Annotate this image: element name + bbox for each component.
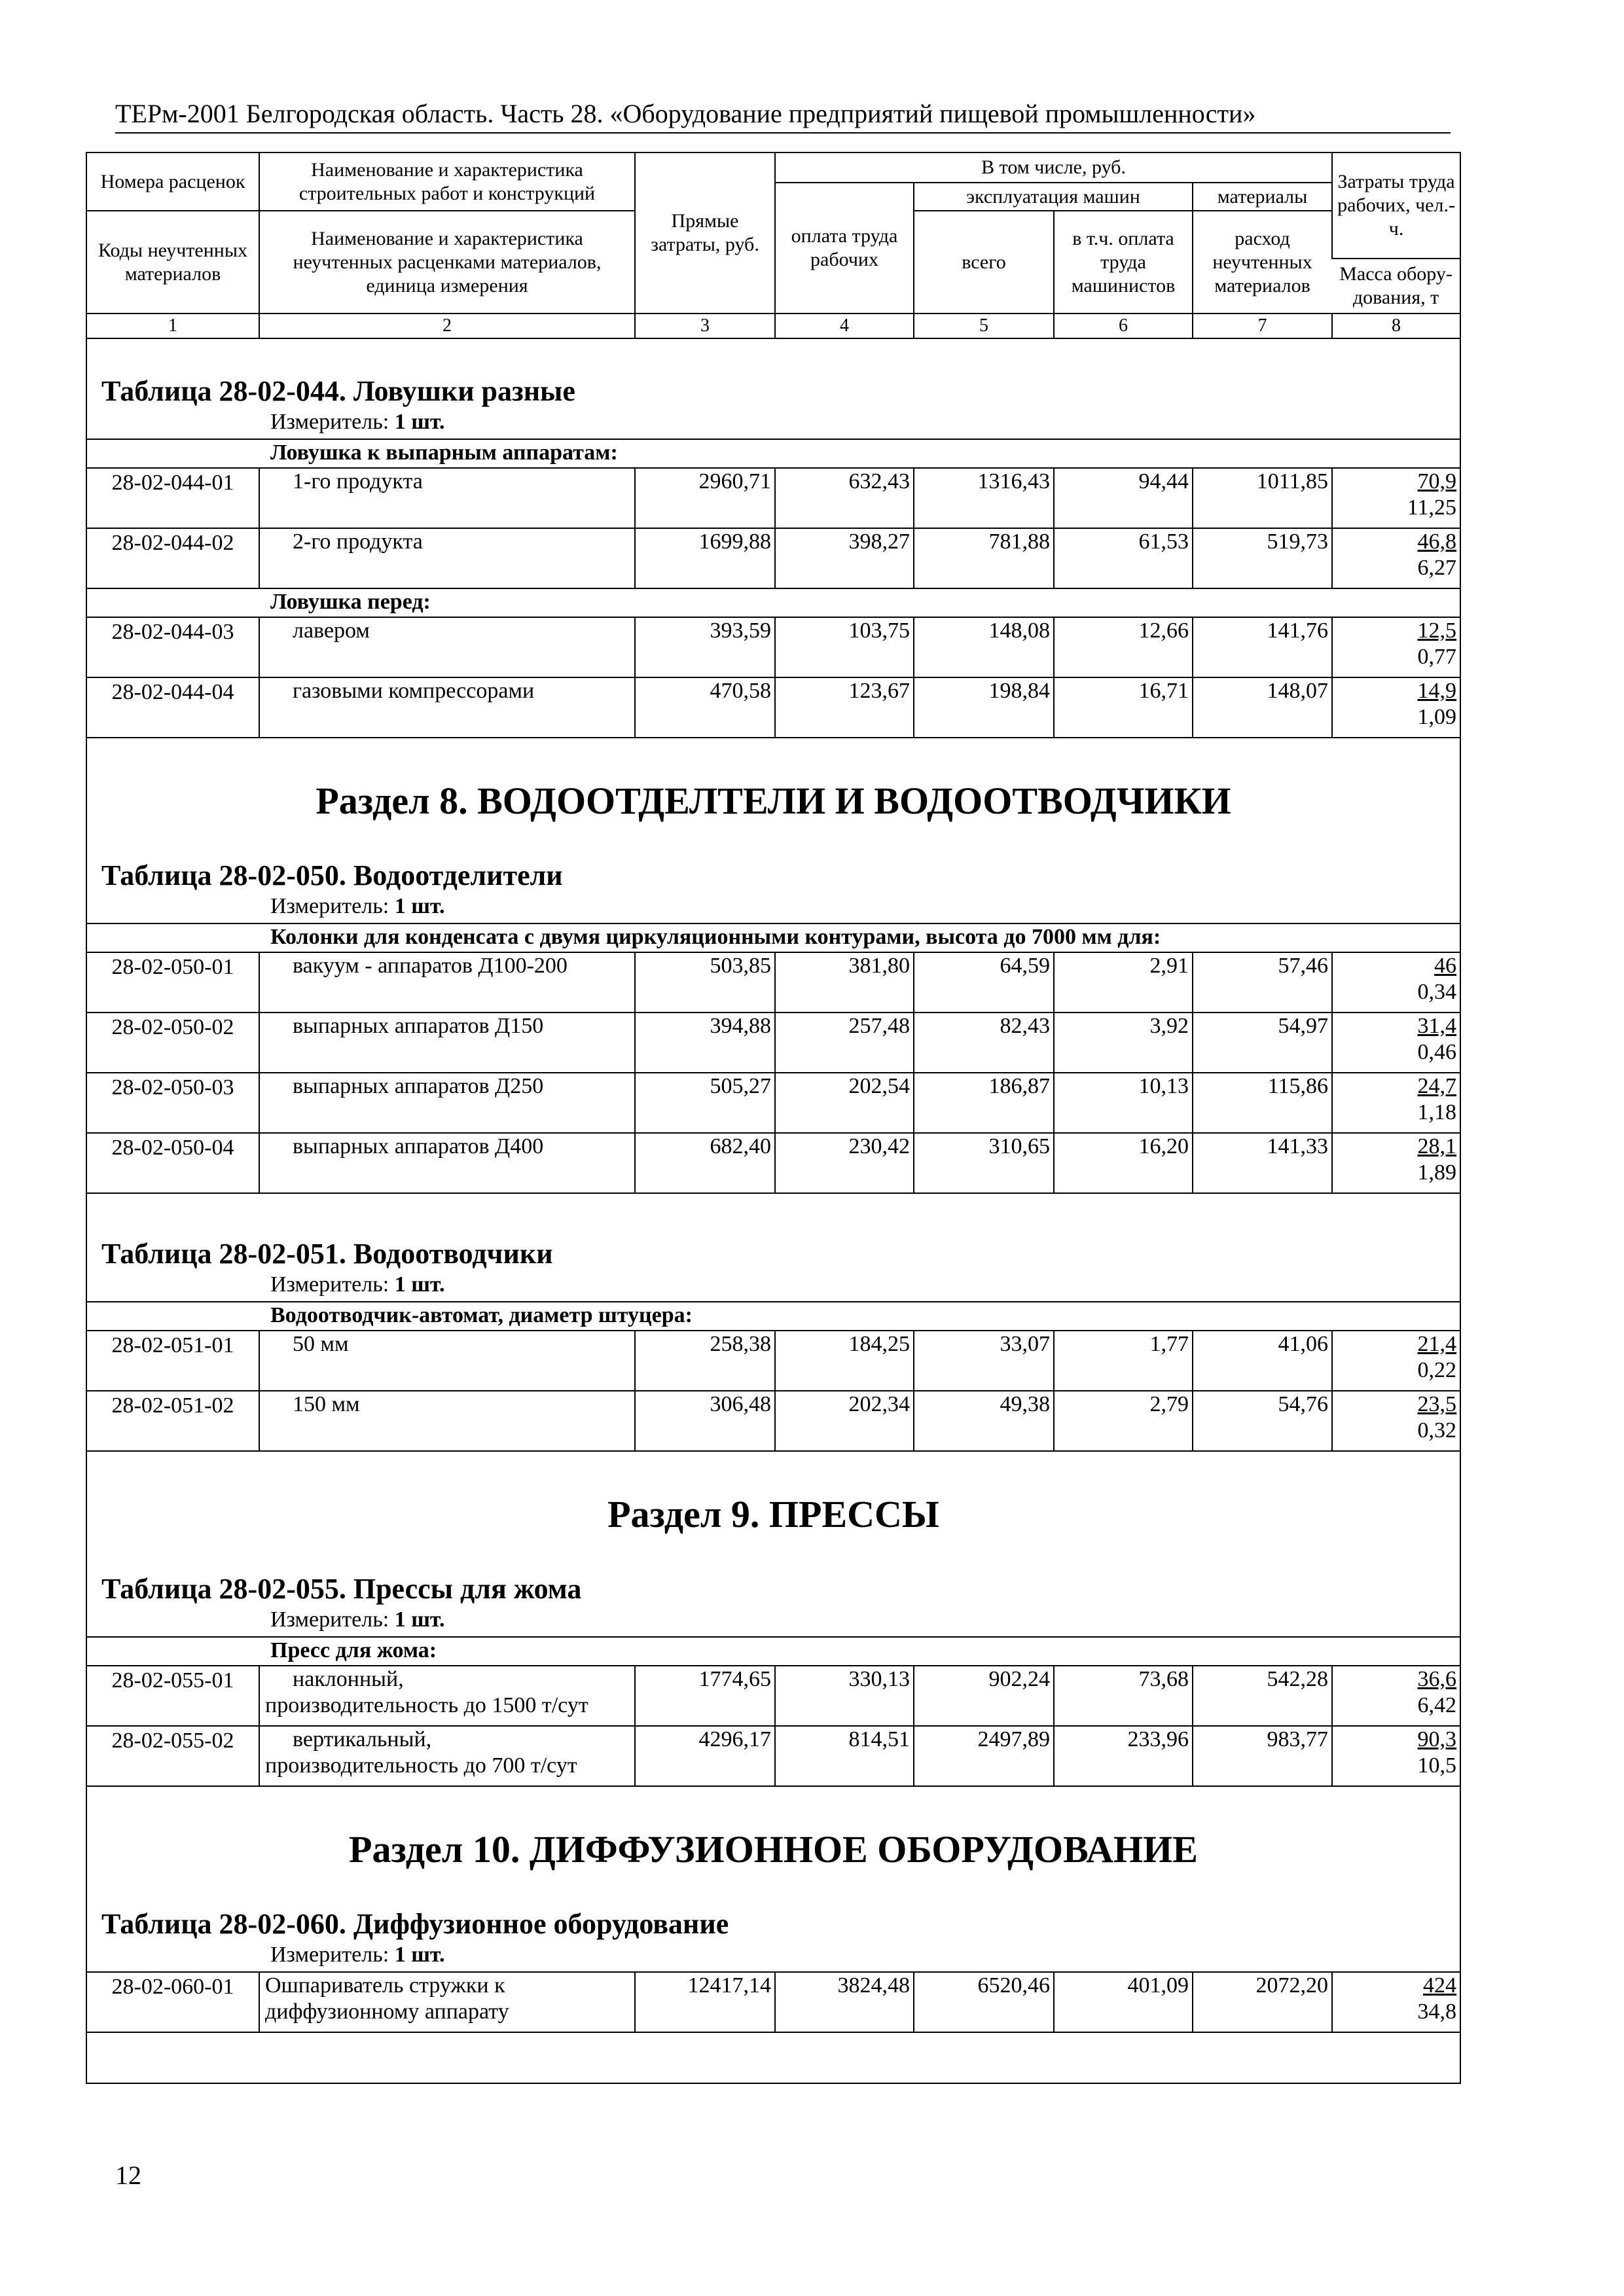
table-row — [87, 1972, 1460, 2032]
direct-cost: 394,88 — [635, 1013, 775, 1073]
labor-mass — [1332, 1073, 1460, 1133]
rate-code: 28-02-060-01 — [87, 1972, 259, 2032]
measure-unit: Измеритель: 1 шт. — [270, 1943, 445, 1967]
rate-name: 150 мм — [259, 1391, 635, 1451]
direct-cost: 4296,17 — [635, 1726, 775, 1786]
col-header-material-codes: Коды неучтенных материалов — [87, 211, 259, 314]
direct-cost: 1699,88 — [635, 528, 775, 588]
materials: 1011,85 — [1193, 468, 1332, 528]
rate-name: 1-го продукта — [259, 468, 635, 528]
rate-name: Ошпариватель стружки к диффузионному аппарату — [259, 1972, 635, 2032]
labor-cost: 46 — [1434, 954, 1457, 978]
machines-total: 33,07 — [914, 1331, 1054, 1391]
machines-total: 902,24 — [914, 1666, 1054, 1726]
equipment-mass: 11,25 — [1407, 495, 1457, 520]
table-row — [87, 1331, 1460, 1391]
materials: 54,97 — [1193, 1013, 1332, 1073]
wages: 202,34 — [775, 1391, 914, 1451]
labor-mass — [1332, 1133, 1460, 1193]
section-title: Раздел 9. ПРЕССЫ — [607, 1493, 939, 1535]
equipment-mass: 10,5 — [1417, 1753, 1456, 1778]
wages: 257,48 — [775, 1013, 914, 1073]
labor-mass — [1332, 677, 1460, 738]
rate-table — [87, 1301, 1460, 1452]
equipment-mass: 1,89 — [1417, 1160, 1457, 1185]
machines-total: 2497,89 — [914, 1726, 1054, 1786]
measure-unit: Измеритель: 1 шт. — [270, 1272, 445, 1297]
col-header-machines: эксплуатация машин — [914, 183, 1193, 211]
measure-unit: Измеритель: 1 шт. — [270, 410, 445, 434]
section-title: Раздел 10. ДИФФУЗИОННОЕ ОБОРУДОВАНИЕ — [349, 1828, 1198, 1871]
col-header-mach-total: всего — [914, 211, 1054, 314]
machinist-wages: 233,96 — [1054, 1726, 1193, 1786]
col-number: 7 — [1193, 314, 1332, 338]
labor-mass — [1332, 468, 1460, 528]
equipment-mass: 0,77 — [1417, 645, 1457, 669]
col-number: 5 — [914, 314, 1054, 338]
col-header-direct: Прямые затраты, руб. — [635, 153, 775, 314]
equipment-mass: 0,32 — [1417, 1418, 1457, 1443]
equipment-mass: 6,42 — [1417, 1693, 1456, 1717]
equipment-mass: 1,09 — [1417, 705, 1457, 729]
col-header-wages: оплата труда рабочих — [775, 183, 914, 314]
equipment-mass: 0,46 — [1417, 1040, 1457, 1064]
wages: 814,51 — [775, 1726, 914, 1786]
table-row — [87, 1013, 1460, 1073]
table-row — [87, 1666, 1460, 1726]
rate-name: 2-го продукта — [259, 528, 635, 588]
machinist-wages: 2,91 — [1054, 952, 1193, 1013]
table-row — [87, 528, 1460, 588]
running-header: ТЕРм-2001 Белгородская область. Часть 28. «Оборудование предприятий пищевой промышленности» — [115, 99, 1256, 128]
wages: 398,27 — [775, 528, 914, 588]
direct-cost: 306,48 — [635, 1391, 775, 1451]
machines-total: 310,65 — [914, 1133, 1054, 1193]
group-heading: Ловушка к выпарным аппаратам: — [87, 439, 1460, 468]
rate-code: 28-02-050-02 — [87, 1013, 259, 1073]
labor-mass — [1332, 952, 1460, 1013]
labor-cost: 14,9 — [1417, 679, 1457, 703]
col-number: 3 — [635, 314, 775, 338]
rate-code: 28-02-055-01 — [87, 1666, 259, 1726]
equipment-mass: 0,34 — [1417, 980, 1457, 1004]
labor-cost: 424 — [1423, 1973, 1456, 1998]
machines-total: 82,43 — [914, 1013, 1054, 1073]
table-title: Таблица 28-02-051. Водоотводчики — [101, 1238, 553, 1270]
wages: 3824,48 — [775, 1972, 914, 2032]
direct-cost: 1774,65 — [635, 1666, 775, 1726]
column-header — [87, 153, 1460, 339]
direct-cost: 505,27 — [635, 1073, 775, 1133]
rate-code: 28-02-050-01 — [87, 952, 259, 1013]
table-title: Таблица 28-02-060. Диффузионное оборудование — [101, 1908, 729, 1940]
col-header-name: Наименование и характеристика строительных работ и конструкций — [259, 153, 635, 211]
labor-cost: 90,3 — [1417, 1727, 1456, 1751]
rate-table — [87, 923, 1460, 1194]
machines-total: 49,38 — [914, 1391, 1054, 1451]
col-header-codes: Номера расценок — [87, 153, 259, 211]
table-title: Таблица 28-02-050. Водоотделители — [101, 859, 563, 891]
labor-mass — [1332, 1666, 1460, 1726]
machinist-wages: 16,71 — [1054, 677, 1193, 738]
table-row — [87, 617, 1460, 677]
labor-cost: 36,6 — [1417, 1667, 1456, 1691]
machinist-wages: 2,79 — [1054, 1391, 1193, 1451]
rate-name: вакуум - аппаратов Д100-200 — [259, 952, 635, 1013]
col-number: 1 — [87, 314, 259, 338]
wages: 103,75 — [775, 617, 914, 677]
document-frame — [86, 152, 1461, 2084]
direct-cost: 682,40 — [635, 1133, 775, 1193]
wages: 381,80 — [775, 952, 914, 1013]
labor-cost: 46,8 — [1417, 529, 1457, 554]
labor-mass — [1332, 1726, 1460, 1786]
rate-name: газовыми компрессорами — [259, 677, 635, 738]
labor-mass — [1332, 528, 1460, 588]
direct-cost: 2960,71 — [635, 468, 775, 528]
machinist-wages: 401,09 — [1054, 1972, 1193, 2032]
rate-code: 28-02-050-04 — [87, 1133, 259, 1193]
equipment-mass: 6,27 — [1417, 556, 1457, 580]
col-header-labor: Затраты труда рабочих, чел.-ч. — [1332, 153, 1460, 259]
labor-mass — [1332, 617, 1460, 677]
col-header-incl: В том числе, руб. — [775, 153, 1332, 183]
machinist-wages: 61,53 — [1054, 528, 1193, 588]
wages: 330,13 — [775, 1666, 914, 1726]
rate-name: вертикальный, производительность до 700 т/сут — [259, 1726, 635, 1786]
table-row — [87, 952, 1460, 1013]
rate-code: 28-02-051-01 — [87, 1331, 259, 1391]
machines-total: 1316,43 — [914, 468, 1054, 528]
col-header-materials: материалы — [1193, 183, 1332, 211]
direct-cost: 393,59 — [635, 617, 775, 677]
machinist-wages: 94,44 — [1054, 468, 1193, 528]
materials: 57,46 — [1193, 952, 1332, 1013]
wages: 230,42 — [775, 1133, 914, 1193]
machinist-wages: 16,20 — [1054, 1133, 1193, 1193]
materials: 141,76 — [1193, 617, 1332, 677]
direct-cost: 503,85 — [635, 952, 775, 1013]
group-heading: Водоотводчик-автомат, диаметр штуцера: — [87, 1302, 1460, 1331]
table-row — [87, 1726, 1460, 1786]
machinist-wages: 10,13 — [1054, 1073, 1193, 1133]
rate-name: выпарных аппаратов Д400 — [259, 1133, 635, 1193]
labor-cost: 31,4 — [1417, 1014, 1457, 1038]
col-header-material-name: Наименование и характеристика неучтенных расценками материалов, единица измерения — [259, 211, 635, 314]
materials: 148,07 — [1193, 677, 1332, 738]
machines-total: 148,08 — [914, 617, 1054, 677]
rate-code: 28-02-044-03 — [87, 617, 259, 677]
machines-total: 64,59 — [914, 952, 1054, 1013]
rate-name: 50 мм — [259, 1331, 635, 1391]
rate-code: 28-02-044-02 — [87, 528, 259, 588]
col-header-materials-sub: расход неучтенных материалов — [1193, 211, 1332, 314]
rate-code: 28-02-044-01 — [87, 468, 259, 528]
equipment-mass: 1,18 — [1417, 1100, 1457, 1124]
labor-cost: 28,1 — [1417, 1134, 1457, 1158]
rate-code: 28-02-055-02 — [87, 1726, 259, 1786]
wages: 184,25 — [775, 1331, 914, 1391]
materials: 2072,20 — [1193, 1972, 1332, 2032]
machinist-wages: 73,68 — [1054, 1666, 1193, 1726]
equipment-mass: 34,8 — [1417, 2000, 1456, 2024]
machines-total: 186,87 — [914, 1073, 1054, 1133]
table-row — [87, 468, 1460, 528]
labor-mass — [1332, 1391, 1460, 1451]
materials: 519,73 — [1193, 528, 1332, 588]
rate-name: наклонный, производительность до 1500 т/сут — [259, 1666, 635, 1726]
table-row — [87, 1391, 1460, 1451]
table-row — [87, 677, 1460, 738]
col-number: 6 — [1054, 314, 1193, 338]
materials: 141,33 — [1193, 1133, 1332, 1193]
col-number: 4 — [775, 314, 914, 338]
group-heading: Пресс для жома: — [87, 1637, 1460, 1666]
machines-total: 781,88 — [914, 528, 1054, 588]
machinist-wages: 1,77 — [1054, 1331, 1193, 1391]
group-heading: Колонки для конденсата с двумя циркуляционными контурами, высота до 7000 мм для: — [87, 924, 1460, 952]
labor-mass — [1332, 1331, 1460, 1391]
rate-table — [87, 439, 1460, 738]
direct-cost: 12417,14 — [635, 1972, 775, 2032]
rate-code: 28-02-051-02 — [87, 1391, 259, 1451]
machinist-wages: 3,92 — [1054, 1013, 1193, 1073]
col-number: 2 — [259, 314, 635, 338]
measure-unit: Измеритель: 1 шт. — [270, 894, 445, 918]
labor-cost: 23,5 — [1417, 1392, 1457, 1416]
materials: 54,76 — [1193, 1391, 1332, 1451]
machines-total: 198,84 — [914, 677, 1054, 738]
col-number: 8 — [1332, 314, 1460, 338]
header-rule — [115, 132, 1451, 134]
direct-cost: 470,58 — [635, 677, 775, 738]
equipment-mass: 0,22 — [1417, 1358, 1457, 1382]
table-title: Таблица 28-02-044. Ловушки разные — [101, 375, 575, 407]
labor-cost: 12,5 — [1417, 619, 1457, 643]
machines-total: 6520,46 — [914, 1972, 1054, 2032]
labor-cost: 21,4 — [1417, 1332, 1457, 1356]
materials: 115,86 — [1193, 1073, 1332, 1133]
materials: 542,28 — [1193, 1666, 1332, 1726]
wages: 202,54 — [775, 1073, 914, 1133]
col-header-mach-wages: в т.ч. оплата труда машинистов — [1054, 211, 1193, 314]
labor-cost: 24,7 — [1417, 1074, 1457, 1098]
table-title: Таблица 28-02-055. Прессы для жома — [101, 1573, 582, 1605]
rate-name: лавером — [259, 617, 635, 677]
rate-table — [87, 1971, 1460, 2033]
table-row — [87, 1073, 1460, 1133]
page-number: 12 — [115, 2161, 141, 2190]
col-header-mass: Масса обору-дования, т — [1332, 259, 1460, 314]
labor-mass — [1332, 1972, 1460, 2032]
wages: 123,67 — [775, 677, 914, 738]
rate-code: 28-02-050-03 — [87, 1073, 259, 1133]
machinist-wages: 12,66 — [1054, 617, 1193, 677]
rate-code: 28-02-044-04 — [87, 677, 259, 738]
labor-mass — [1332, 1013, 1460, 1073]
table-row — [87, 1133, 1460, 1193]
rate-name: выпарных аппаратов Д250 — [259, 1073, 635, 1133]
section-title: Раздел 8. ВОДООТДЕЛТЕЛИ И ВОДООТВОДЧИКИ — [316, 780, 1231, 822]
labor-cost: 70,9 — [1417, 469, 1457, 493]
document-body — [87, 339, 1460, 2033]
materials: 983,77 — [1193, 1726, 1332, 1786]
rate-table — [87, 1636, 1460, 1787]
rate-name: выпарных аппаратов Д150 — [259, 1013, 635, 1073]
materials: 41,06 — [1193, 1331, 1332, 1391]
direct-cost: 258,38 — [635, 1331, 775, 1391]
wages: 632,43 — [775, 468, 914, 528]
group-heading: Ловушка перед: — [87, 588, 1460, 617]
measure-unit: Измеритель: 1 шт. — [270, 1607, 445, 1632]
